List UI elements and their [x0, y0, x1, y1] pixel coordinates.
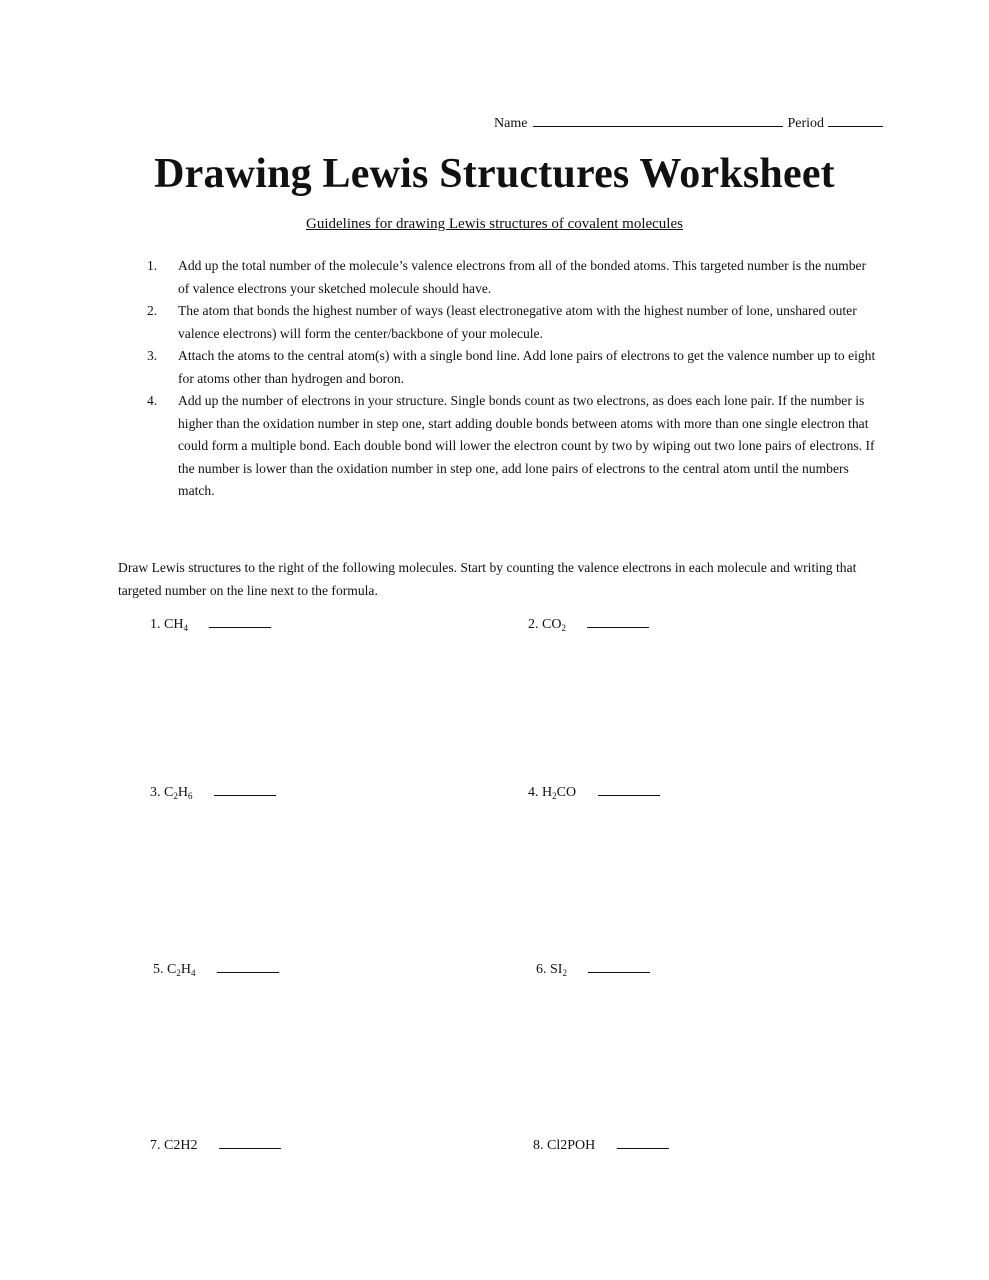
- problem-7: [150, 1138, 281, 1154]
- electron-count-blank[interactable]: [617, 1138, 669, 1149]
- problem-number: 2.: [528, 617, 539, 632]
- problem-3: [150, 785, 276, 801]
- guidelines-list: [147, 255, 877, 503]
- electron-count-blank[interactable]: [598, 785, 660, 796]
- period-label: Period: [787, 116, 824, 131]
- guideline-item: [147, 345, 877, 390]
- problem-number: 4.: [528, 785, 539, 800]
- electron-count-blank[interactable]: [217, 962, 279, 973]
- guideline-text: Add up the number of electrons in your structure. Single bonds count as two electrons, as does each lone pair. If the number is higher than the oxidation number in step one, start adding double bonds between atoms with more than one single electron that could form a multiple bond. Each double bond will lower the electron count by two by wiping out two lone pairs of electrons. If the number is lower than the oxidation number in step one, add lone pairs of electrons to the central atom until the numbers match.: [178, 393, 875, 498]
- problem-2: [528, 617, 649, 633]
- problem-8: [533, 1138, 669, 1154]
- guideline-number: 1.: [147, 258, 158, 273]
- instructions-paragraph: Draw Lewis structures to the right of the following molecules. Start by counting the valence electrons in each molecule and writing that targeted number on the line next to the formula.: [118, 560, 857, 598]
- electron-count-blank[interactable]: [219, 1138, 281, 1149]
- problem-formula: $SI_2$: [550, 962, 567, 978]
- guideline-item: [147, 255, 877, 300]
- problem-1: [150, 617, 271, 633]
- name-period-line: [494, 114, 883, 132]
- guideline-number: 2.: [147, 303, 158, 318]
- electron-count-blank[interactable]: [588, 962, 650, 973]
- problem-formula: $C_2H_4$: [167, 962, 196, 978]
- problem-4: [528, 785, 660, 801]
- problem-formula: $H_2CO$: [542, 785, 577, 801]
- guideline-text: The atom that bonds the highest number of ways (least electronegative atom with the highest number of lone, unshared outer valence electrons) will form the center/backbone of your molecule.: [178, 303, 857, 341]
- guideline-text: Attach the atoms to the central atom(s) with a single bond line. Add lone pairs of electrons to get the valence number up to eight for atoms other than hydrogen and boron.: [178, 348, 876, 386]
- guideline-text: Add up the total number of the molecule’s valence electrons from all of the bonded atoms. This targeted number is the number of valence electrons your sketched molecule should have.: [178, 258, 867, 296]
- guideline-item: [147, 390, 877, 503]
- guideline-number: 3.: [147, 348, 158, 363]
- problem-number: 8.: [533, 1138, 544, 1153]
- name-blank[interactable]: [533, 114, 783, 127]
- problem-number: 1.: [150, 617, 161, 632]
- problem-formula: $CO_2$: [542, 617, 566, 633]
- guidelines-heading: Guidelines for drawing Lewis structures of covalent molecules: [306, 216, 683, 232]
- problem-formula: $C_2H_6$: [164, 785, 193, 801]
- problem-number: 6.: [536, 962, 547, 977]
- problem-formula: Cl2POH: [547, 1138, 596, 1153]
- problem-number: 3.: [150, 785, 161, 800]
- name-label: Name: [494, 116, 528, 131]
- guideline-number: 4.: [147, 393, 158, 408]
- electron-count-blank[interactable]: [214, 785, 276, 796]
- page-title: Drawing Lewis Structures Worksheet: [154, 151, 835, 197]
- problem-number: 5.: [153, 962, 164, 977]
- problem-6: [536, 962, 650, 978]
- electron-count-blank[interactable]: [587, 617, 649, 628]
- problem-formula: C2H2: [164, 1138, 198, 1153]
- electron-count-blank[interactable]: [209, 617, 271, 628]
- problem-number: 7.: [150, 1138, 161, 1153]
- problem-formula: $CH_4$: [164, 617, 188, 633]
- period-blank[interactable]: [828, 114, 883, 127]
- problem-5: [153, 962, 279, 978]
- guideline-item: [147, 300, 877, 345]
